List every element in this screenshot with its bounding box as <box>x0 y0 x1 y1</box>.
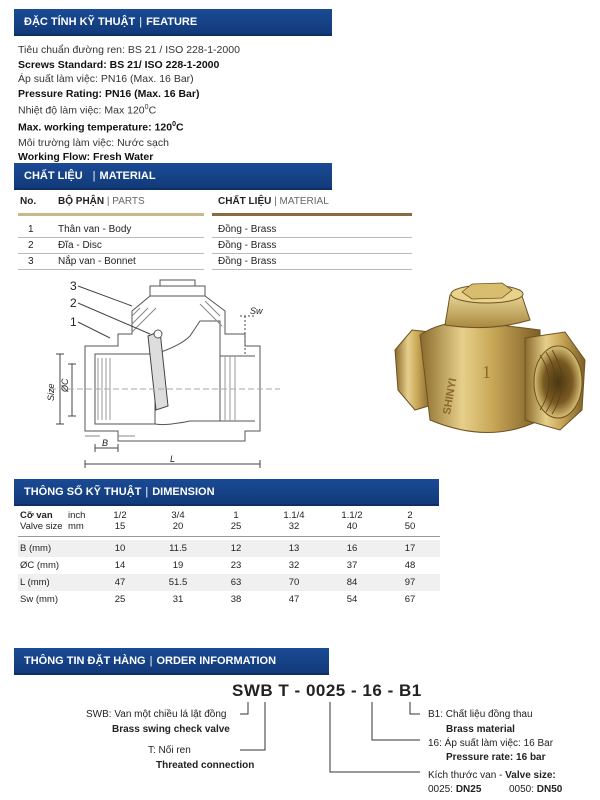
order-b1-en: Brass material <box>446 724 515 735</box>
dimension-row: ØC (mm) 14 19 23 32 37 48 <box>20 560 416 571</box>
material-row-part: Nắp van - Bonnet <box>58 256 136 267</box>
material-row-part: Thân van - Body <box>58 224 132 235</box>
dimension-header <box>14 479 439 506</box>
dimension-unit-inch: inch <box>68 510 86 521</box>
dimension-mm: 32 <box>288 521 300 532</box>
order-code-dash: - <box>351 681 358 700</box>
dimension-mm: 25 <box>230 521 242 532</box>
feature-line: Tiêu chuẩn đường ren: BS 21 / ISO 228-1-2000 <box>18 44 240 56</box>
drawing-label-sw: Sw <box>250 306 263 316</box>
drawing-label-b: B <box>102 438 109 448</box>
order-code-dash: - <box>294 681 301 700</box>
order-header-en: ORDER INFORMATION <box>156 654 277 667</box>
drawing-label-oc: ØC <box>60 378 70 392</box>
material-row-divider <box>212 269 412 270</box>
dimension-mm: 40 <box>346 521 358 532</box>
feature-header-en: FEATURE <box>146 15 198 28</box>
material-row-material: Đồng - Brass <box>218 240 277 251</box>
material-row-no: 1 <box>28 224 34 235</box>
dimension-size-label-en: Valve size <box>20 521 63 532</box>
dimension-mm: 20 <box>172 521 184 532</box>
dimension-inch: 3/4 <box>171 510 185 521</box>
valve-technical-drawing <box>40 276 290 476</box>
feature-line: Áp suất làm việc: PN16 (Max. 16 Bar) <box>18 73 194 86</box>
feature-line: Max. working temperature: $120^0C$ <box>18 121 184 134</box>
dimension-inch: 1.1/4 <box>283 510 305 521</box>
material-header <box>14 163 332 190</box>
material-col-part: BỘ PHẬN | PARTS <box>58 196 145 207</box>
material-col-material: CHẤT LIỆU | MATERIAL <box>218 196 329 207</box>
material-rule-right <box>212 213 412 216</box>
material-rule-left <box>18 213 204 216</box>
order-swb-en: Brass swing check valve <box>112 724 230 735</box>
order-header-vi: THÔNG TIN ĐẶT HÀNG <box>24 654 146 667</box>
dimension-inch: 1/2 <box>113 510 127 521</box>
order-header-sep: | <box>149 654 153 667</box>
feature-list <box>18 43 240 165</box>
material-row-divider <box>212 253 412 254</box>
dimension-header-rule <box>18 536 440 537</box>
order-p16-vi: 16: Áp suất làm việc: 16 Bar <box>428 738 554 749</box>
order-size-label: Kích thước van - Valve size: <box>428 770 556 781</box>
feature-header-vi: ĐẶC TÍNH KỸ THUẬT <box>24 15 136 28</box>
dimension-mm: 50 <box>404 521 416 532</box>
feature-line: Pressure Rating: PN16 (Max. 16 Bar) <box>18 87 200 100</box>
order-size-examples: 0025: DN25 0050: DN50 <box>428 784 563 795</box>
drawing-label-l: L <box>170 454 176 464</box>
order-t-vi: T: Nối ren <box>148 745 191 756</box>
order-code-size: 0025 <box>305 681 346 700</box>
order-code-pressure: 16 <box>362 681 383 700</box>
order-code-dash: - <box>387 681 394 700</box>
drawing-label-3: 3 <box>70 279 77 293</box>
order-b1-vi: B1: Chất liệu đồng thau <box>428 709 533 720</box>
material-row-no: 2 <box>28 240 34 251</box>
feature-line: Screws Standard: BS 21/ ISO 228-1-2000 <box>18 58 220 71</box>
material-header-en: MATERIAL <box>99 169 156 182</box>
dimension-inch: 1.1/2 <box>341 510 363 521</box>
dimension-row: B (mm) 10 11.5 12 13 16 17 <box>18 540 440 557</box>
feature-header-sep: | <box>139 15 143 28</box>
drawing-label-2: 2 <box>70 296 77 310</box>
dimension-row: L (mm) 47 51.5 63 70 84 97 <box>18 574 440 591</box>
dimension-header-en: DIMENSION <box>152 485 215 498</box>
dimension-mm: 15 <box>114 521 126 532</box>
material-row-divider <box>18 269 204 270</box>
dimension-row: Sw (mm) 25 31 38 47 54 67 <box>20 594 416 605</box>
order-swb-vi: SWB: Van một chiều lá lật đồng <box>86 709 227 720</box>
dimension-unit-mm: mm <box>68 521 84 532</box>
material-row-divider <box>18 253 204 254</box>
dimension-inch: 1 <box>233 510 239 521</box>
dimension-inch: 2 <box>407 510 413 521</box>
dimension-size-label-vi: Cỡ van <box>20 510 53 521</box>
photo-embossed-brand: SHINYI <box>441 377 460 416</box>
drawing-label-size: Size <box>46 383 56 401</box>
feature-header <box>14 9 332 36</box>
order-code-swb: SWB <box>232 681 274 700</box>
material-row-part: Đĩa - Disc <box>58 240 102 251</box>
order-code-material: B1 <box>398 681 422 700</box>
dimension-header-vi: THÔNG SỐ KỸ THUẬT <box>24 485 142 498</box>
feature-line: Working Flow: Fresh Water <box>18 151 154 164</box>
order-p16-en: Pressure rate: 16 bar <box>446 752 546 763</box>
order-t-en: Threated connection <box>156 760 255 771</box>
material-row-no: 3 <box>28 256 34 267</box>
order-code-t: T <box>278 681 290 700</box>
material-row-divider <box>212 237 412 238</box>
valve-product-photo <box>390 270 590 470</box>
photo-embossed-number: 1 <box>482 362 491 382</box>
material-header-vi: CHẤT LIỆU <box>24 169 83 182</box>
material-header-sep: | <box>92 169 96 182</box>
order-header <box>14 648 329 675</box>
material-row-material: Đồng - Brass <box>218 224 277 235</box>
material-row-material: Đồng - Brass <box>218 256 277 267</box>
dimension-header-sep: | <box>145 485 149 498</box>
feature-line: Môi trường làm việc: Nước sạch <box>18 136 169 149</box>
feature-line: Nhiệt độ làm việc: Max $120^0C$ <box>18 104 157 117</box>
material-row-divider <box>18 237 204 238</box>
material-col-no: No. <box>20 196 37 207</box>
drawing-label-1: 1 <box>70 315 77 329</box>
